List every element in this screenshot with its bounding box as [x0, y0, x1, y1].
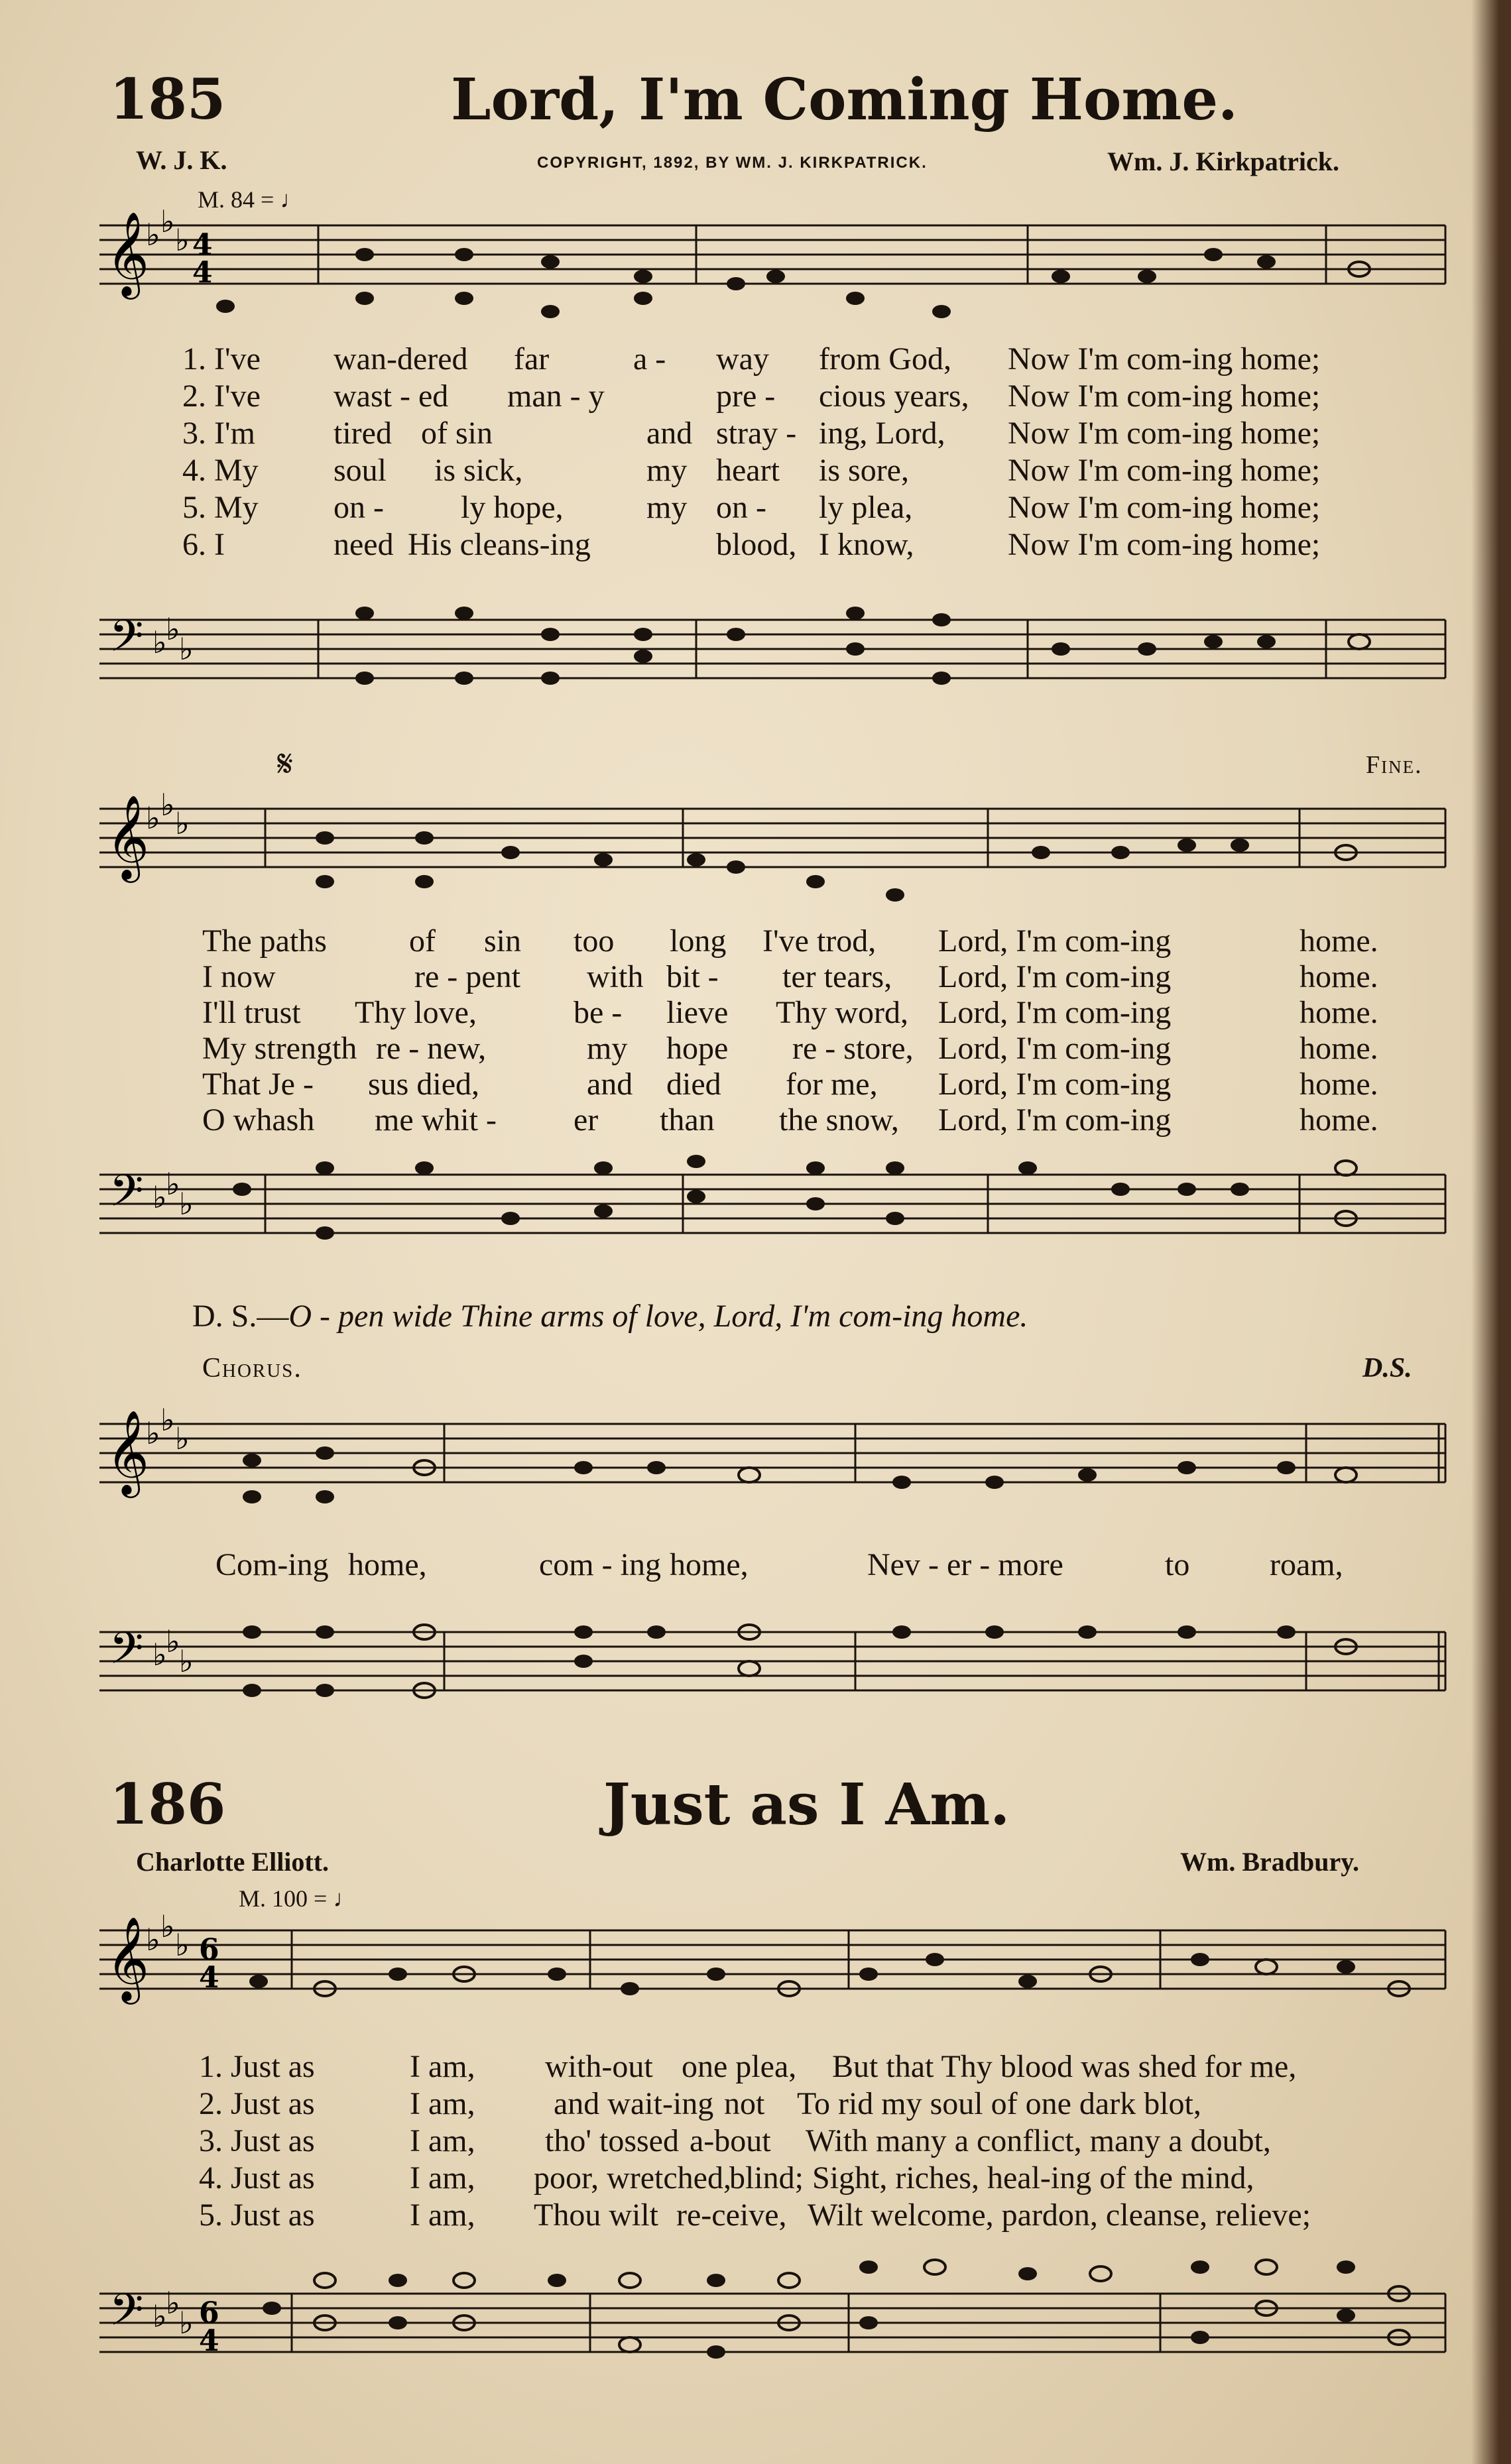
- svg-text:♭: ♭: [166, 611, 180, 647]
- verse-line: 3. Just as I am, tho' tossed a-bout With many a conflict, many a doubt,: [199, 2123, 1271, 2158]
- key-signature-flats: [146, 787, 190, 841]
- bass-clef-icon: 𝄢: [109, 1165, 144, 1227]
- svg-text:♭: ♭: [152, 1637, 167, 1672]
- chorus-word: Nev - er - more: [867, 1547, 1063, 1582]
- svg-text:♭: ♭: [160, 787, 175, 823]
- hymn-186-tempo: M. 100 = ♩: [239, 1885, 357, 1912]
- hymn-186-composer: Wm. Bradbury.: [1180, 1847, 1360, 1877]
- chorus-word: to: [1165, 1547, 1190, 1582]
- chorus-treble-staff: [99, 1402, 1445, 1517]
- treble-clef-icon: 𝄞: [106, 211, 150, 296]
- svg-text:♭: ♭: [179, 631, 194, 667]
- verse-line: My strength re - new, my hope re - store, Lord, I'm com-ing home.: [202, 1031, 1378, 1066]
- notes: [355, 607, 1370, 685]
- treble-clef-icon: 𝄞: [106, 794, 150, 879]
- svg-text:♭: ♭: [175, 805, 190, 841]
- quarter-note-icon: ♩: [274, 186, 304, 213]
- hymn-185-composer: Wm. J. Kirkpatrick.: [1107, 147, 1339, 176]
- svg-text:4: 4: [199, 2324, 219, 2358]
- segno-icon: 𝄋: [277, 742, 294, 786]
- hymn-185-copyright: COPYRIGHT, 1892, BY WM. J. KIRKPATRICK.: [537, 154, 928, 172]
- hymn-186-number: 186: [109, 1771, 226, 1837]
- chorus-word: com - ing: [539, 1547, 661, 1582]
- svg-text:♭: ♭: [175, 222, 190, 258]
- svg-text:♭: ♭: [166, 2285, 180, 2321]
- ds-mark: D.S.: [1362, 1353, 1412, 1383]
- chorus-word: home,: [670, 1547, 749, 1582]
- verse-line: O whash me whit - er than the snow, Lord, I'm com-ing home.: [202, 1102, 1378, 1138]
- hymn-185-verses-b: [202, 923, 1449, 1148]
- svg-text:♭: ♭: [179, 2305, 194, 2341]
- staff-lines: [99, 1632, 1445, 1690]
- bass-clef-icon: 𝄢: [109, 2284, 144, 2346]
- hymn-186-verses: [199, 2048, 1445, 2241]
- hymn-185-number: 185: [109, 66, 226, 132]
- key-signature-flats: [146, 1402, 190, 1456]
- verse-line: 2. I've wast - ed man - y pre - cious years, Now I'm com-ing home;: [182, 379, 1321, 414]
- svg-text:♭: ♭: [152, 1179, 167, 1215]
- key-signature-flats: [146, 204, 190, 258]
- svg-text:♭: ♭: [179, 1643, 194, 1679]
- svg-text:♭: ♭: [152, 624, 167, 660]
- page-binding-edge: [1471, 0, 1511, 2464]
- system-2-bass-staff: [99, 1165, 1445, 1267]
- verse-line: That Je - sus died, and died for me, Lord, I'm com-ing home.: [202, 1067, 1378, 1102]
- hymn-186-treble-staff: [99, 1908, 1445, 2023]
- svg-text:♭: ♭: [175, 1927, 190, 1963]
- system-2-treble-staff: [99, 787, 1445, 902]
- verse-line: 1. I've wan-dered far a - way from God, Now I'm com-ing home;: [182, 341, 1321, 377]
- chorus-lyric: [215, 1547, 1449, 1584]
- treble-clef-icon: 𝄞: [106, 1916, 150, 2001]
- svg-text:♭: ♭: [146, 800, 160, 836]
- svg-text:♭: ♭: [152, 2298, 167, 2334]
- system-1-bass-staff: [99, 611, 1445, 713]
- staff-lines: [99, 1424, 1445, 1482]
- staff-lines: [99, 620, 1445, 678]
- verse-line: 5. My on - ly hope, my on - ly plea, Now I'm com-ing home;: [182, 490, 1321, 525]
- hymn-186-author: Charlotte Elliott.: [136, 1847, 330, 1877]
- verse-line: I'll trust Thy love, be - lieve Thy word, Lord, I'm com-ing home.: [202, 995, 1378, 1030]
- treble-clef-icon: 𝄞: [106, 1409, 150, 1494]
- chorus-word: roam,: [1270, 1547, 1343, 1582]
- key-signature-flats: [146, 1908, 190, 1963]
- verse-line: 4. My soul is sick, my heart is sore, Now I'm com-ing home;: [182, 453, 1321, 488]
- verse-line: 6. I need His cleans-ing blood, I know, Now I'm com-ing home;: [182, 527, 1321, 562]
- fine-mark: Fine.: [1366, 751, 1423, 779]
- verse-line: The paths of sin too long I've trod, Lord, I'm com-ing home.: [202, 923, 1378, 959]
- staff-lines: [99, 2294, 1445, 2352]
- notes: [243, 1446, 1357, 1503]
- time-signature: 6: [199, 2296, 219, 2330]
- notes: [233, 1155, 1357, 1240]
- verse-line: 2. Just as I am, and wait-ing not To rid my soul of one dark blot,: [199, 2086, 1201, 2121]
- bass-clef-icon: 𝄢: [109, 1623, 144, 1684]
- svg-text:♭: ♭: [160, 1402, 175, 1438]
- time-signature: 6: [199, 1933, 219, 1967]
- chorus-word: home,: [348, 1547, 427, 1582]
- hymn-185-tempo: M. 84 = ♩: [198, 186, 304, 213]
- staff-lines: [99, 1930, 1445, 1989]
- svg-text:♭: ♭: [146, 1415, 160, 1451]
- svg-text:♭: ♭: [160, 204, 175, 239]
- hymn-186-title: Just as I Am.: [603, 1771, 1010, 1838]
- svg-text:4: 4: [192, 256, 213, 290]
- staff-lines: [99, 809, 1445, 867]
- ds-text: O - pen wide Thine arms of love, Lord, I'm com-ing home.: [288, 1299, 1028, 1334]
- verse-line: I now re - pent with bit - ter tears, Lord, I'm com-ing home.: [202, 959, 1378, 994]
- time-signature: 4: [192, 228, 213, 262]
- ds-label: D. S.—: [192, 1299, 289, 1334]
- chorus-label: Chorus.: [202, 1353, 302, 1383]
- svg-text:♭: ♭: [160, 1908, 175, 1944]
- hymn-185-title: Lord, I'm Coming Home.: [451, 66, 1238, 133]
- ds-lyric-line: [192, 1298, 1028, 1334]
- hymn-185-author: W. J. K.: [136, 145, 227, 175]
- svg-text:4: 4: [199, 1961, 219, 1995]
- hymn-185-verses-a: [182, 341, 1442, 579]
- bass-clef-icon: 𝄢: [109, 611, 144, 672]
- system-1-treble-staff: [99, 204, 1445, 318]
- chorus-bass-staff: [99, 1623, 1445, 1725]
- svg-text:♭: ♭: [175, 1421, 190, 1456]
- verse-line: 1. Just as I am, with-out one plea, But that Thy blood was shed for me,: [199, 2049, 1297, 2084]
- svg-text:♭: ♭: [146, 1922, 160, 1958]
- chorus-word: Com-ing: [215, 1547, 329, 1582]
- verse-line: 5. Just as I am, Thou wilt re-ceive, Wilt welcome, pardon, cleanse, relieve;: [199, 2198, 1311, 2233]
- svg-text:♭: ♭: [146, 217, 160, 253]
- svg-text:♭: ♭: [166, 1166, 180, 1202]
- svg-text:♭: ♭: [166, 1623, 180, 1659]
- verse-line: 3. I'm tired of sin and stray - ing, Lord, Now I'm com-ing home;: [182, 416, 1321, 451]
- svg-text:♭: ♭: [179, 1186, 194, 1222]
- quarter-note-icon: ♩: [327, 1885, 357, 1912]
- hymn-186-bass-staff: [99, 2284, 1445, 2386]
- verse-line: 4. Just as I am, poor, wretched, blind; Sight, riches, heal-ing of the mind,: [199, 2160, 1254, 2196]
